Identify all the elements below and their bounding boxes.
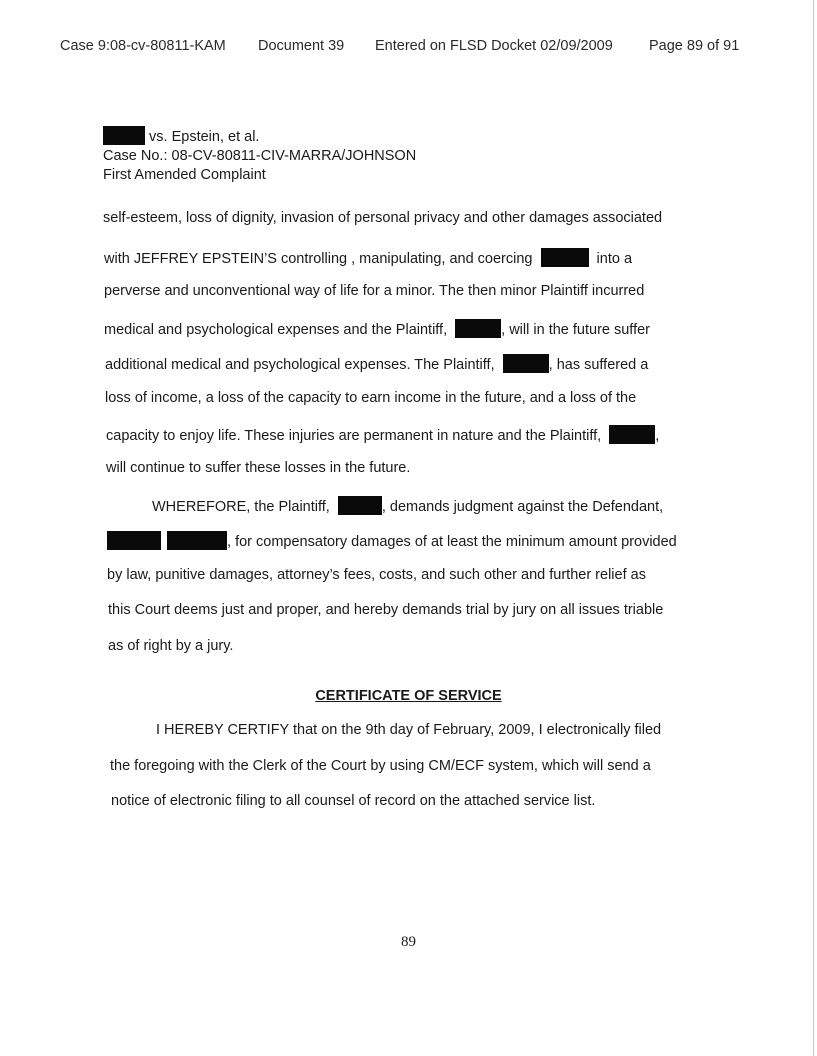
stamp-page-of: Page 89 of 91 — [649, 38, 740, 54]
court-filing-stamp — [60, 38, 760, 58]
redaction-bar — [103, 126, 145, 145]
stamp-case-number: Case 9:08-cv-80811-KAM — [60, 38, 226, 54]
wherefore-line: WHEREFORE, the Plaintiff, , demands judgment against the Defendant, — [152, 496, 663, 515]
certificate-line: notice of electronic filing to all counsel of record on the attached service list. — [111, 793, 596, 809]
certificate-line: the foregoing with the Clerk of the Court by using CM/ECF system, which will send a — [110, 758, 651, 774]
wherefore-line: this Court deems just and proper, and hereby demands trial by jury on all issues triable — [108, 602, 664, 618]
scan-edge-line — [813, 0, 814, 1056]
page-number: 89 — [401, 934, 416, 950]
caption-parties: vs. Epstein, et al. — [149, 129, 260, 145]
wherefore-line: , for compensatory damages of at least the minimum amount provided — [107, 531, 677, 550]
certificate-line: I HEREBY CERTIFY that on the 9th day of February, 2009, I electronically filed — [156, 722, 662, 738]
stamp-entered-date: Entered on FLSD Docket 02/09/2009 — [375, 38, 613, 54]
caption-document-title: First Amended Complaint — [103, 167, 266, 183]
body-line: self-esteem, loss of dignity, invasion of personal privacy and other damages associated — [103, 210, 663, 226]
case-caption — [103, 126, 416, 185]
redaction-bar — [455, 319, 501, 338]
body-line: perverse and unconventional way of life for a minor. The then minor Plaintiff incurred — [104, 283, 645, 299]
body-line: will continue to suffer these losses in the future. — [106, 460, 411, 476]
caption-case-number: Case No.: 08-CV-80811-CIV-MARRA/JOHNSON — [103, 148, 417, 164]
body-line: additional medical and psychological expenses. The Plaintiff, , has suffered a — [105, 354, 648, 373]
body-line: medical and psychological expenses and the Plaintiff, , will in the future suffer — [104, 319, 650, 338]
redaction-bar — [609, 425, 655, 444]
stamp-document-number: Document 39 — [258, 38, 345, 54]
body-line: capacity to enjoy life. These injuries are permanent in nature and the Plaintiff, , — [106, 425, 659, 444]
wherefore-line: as of right by a jury. — [108, 638, 234, 654]
caption-parties-line — [103, 126, 416, 147]
redaction-bar — [541, 248, 589, 267]
wherefore-line: by law, punitive damages, attorney’s fees, costs, and such other and further relief as — [107, 567, 646, 583]
redaction-bar — [167, 531, 227, 550]
redaction-bar — [503, 354, 549, 373]
redaction-bar — [107, 531, 161, 550]
redaction-bar — [338, 496, 382, 515]
body-line: with JEFFREY EPSTEIN’S controlling , manipulating, and coercing into a — [104, 248, 632, 267]
body-line: loss of income, a loss of the capacity to earn income in the future, and a loss of the — [105, 390, 637, 406]
certificate-heading: CERTIFICATE OF SERVICE — [315, 688, 502, 704]
